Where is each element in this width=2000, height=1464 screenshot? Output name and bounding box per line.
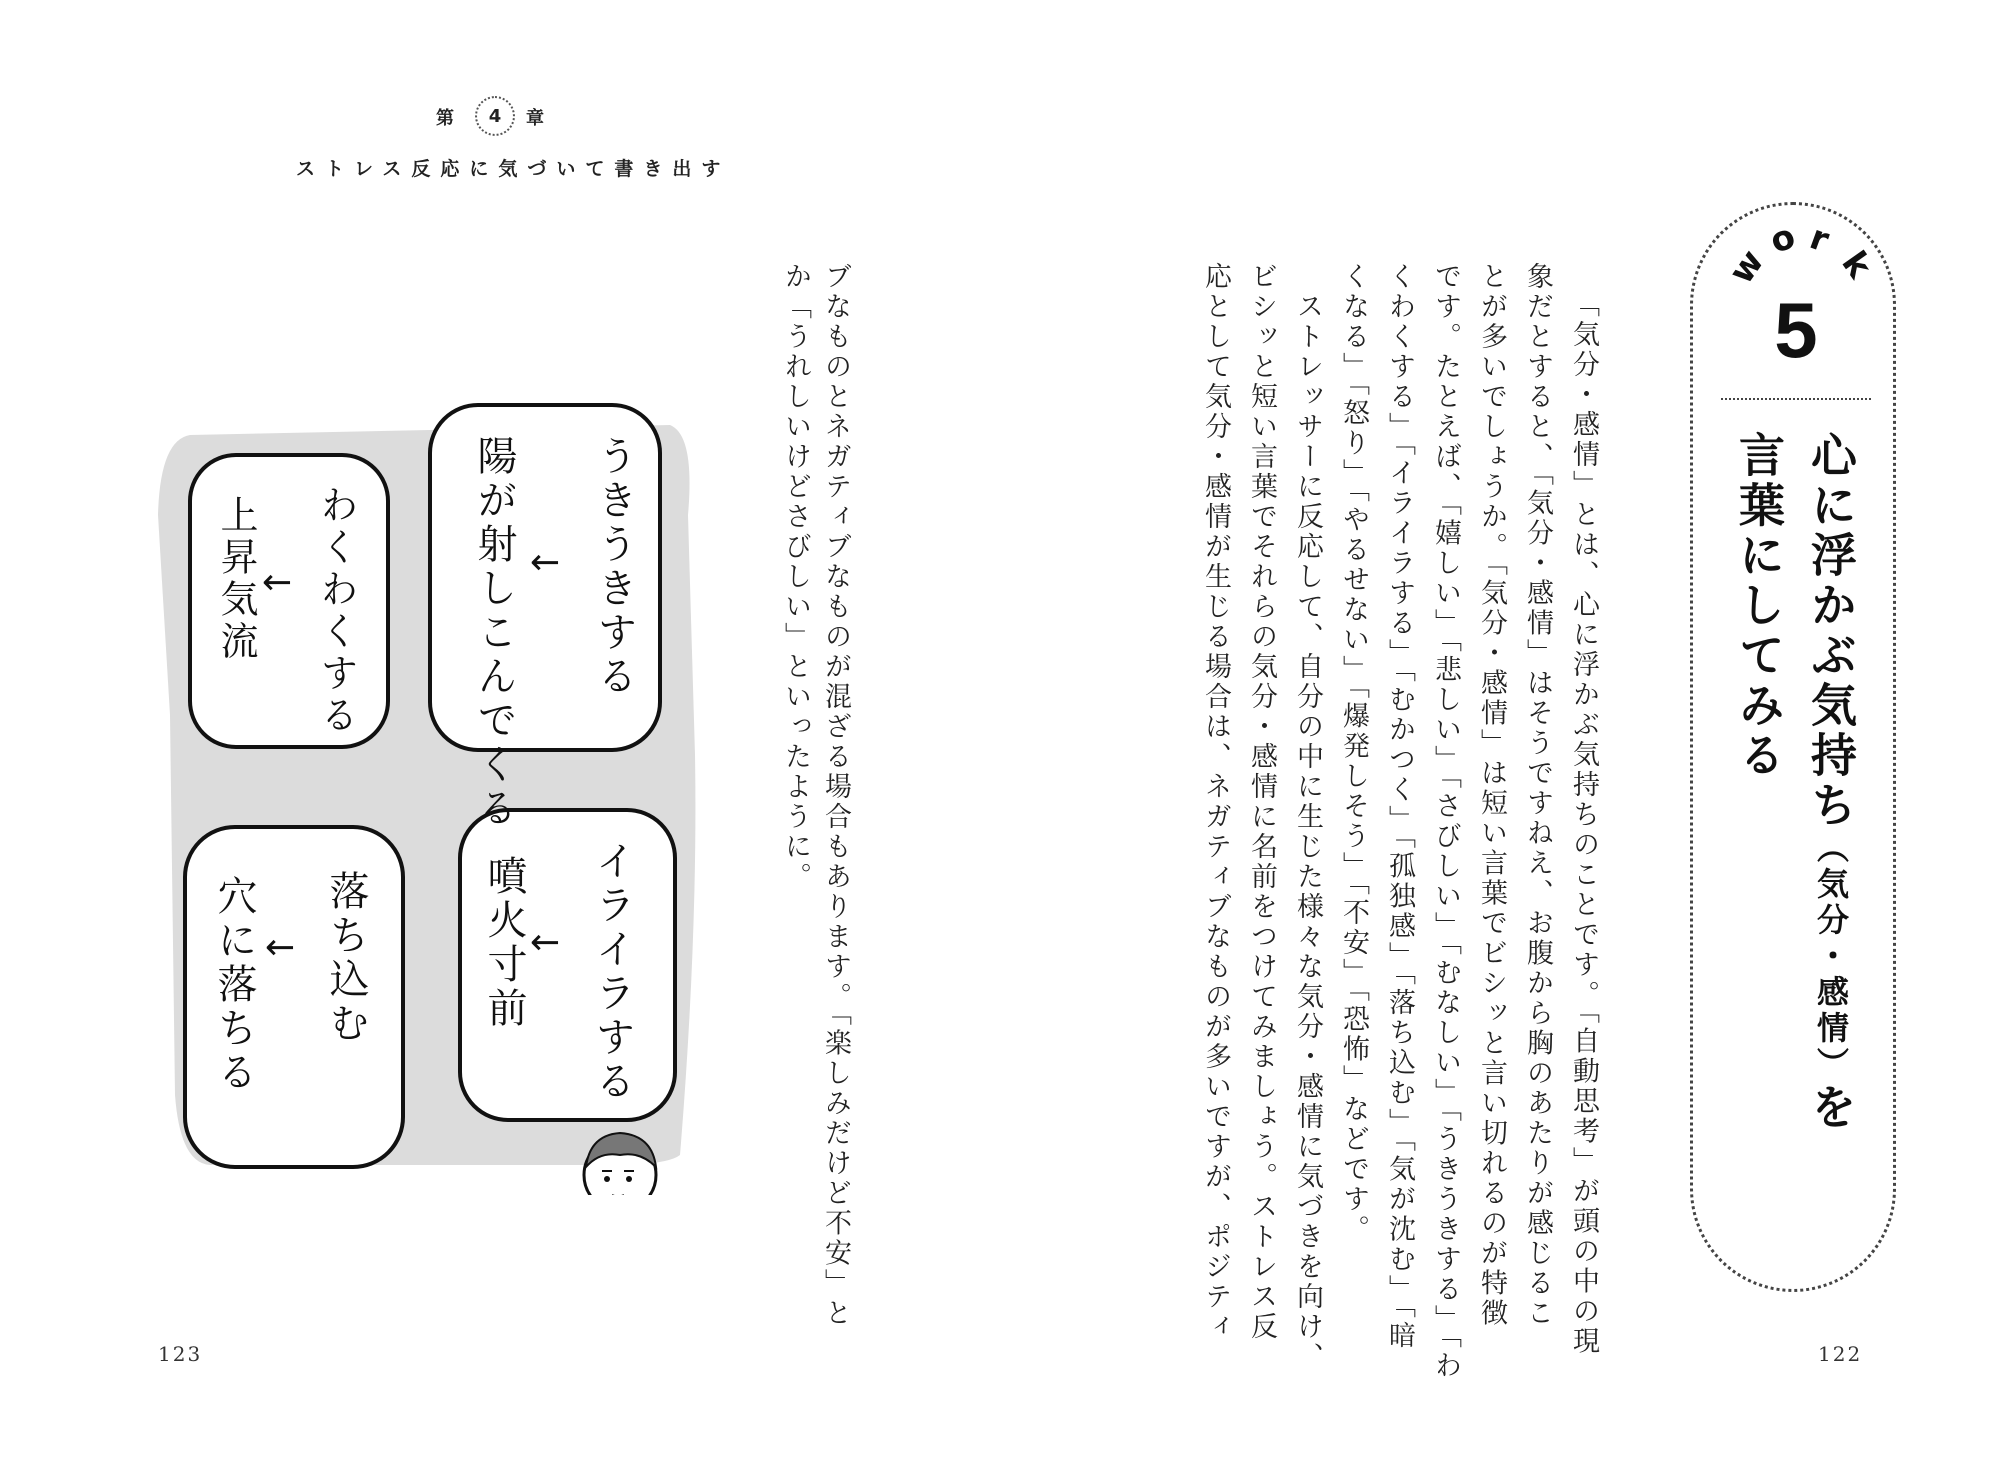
body-column: ブなものとネガティブなものが混ざる場合もあります。「楽しみだけど不安」と [820, 262, 851, 1329]
page-number: 122 [1818, 1342, 1863, 1366]
body-column: ビシッと短い言葉でそれらの気分・感情に名前をつけてみましょう。ストレス反 [1246, 262, 1277, 1342]
body-column: くわくする」「イライラする」「むかつく」「孤独感」「落ち込む」「気が沈む」「暗 [1384, 262, 1415, 1351]
work-title-paren: （気分・感情） [1812, 831, 1850, 1083]
bubble-1-image: 陽が射しこんでくる [471, 435, 517, 831]
chapter-suffix: 章 [526, 108, 544, 129]
work-badge [1690, 202, 1896, 1292]
page-number: 123 [158, 1342, 203, 1366]
body-column: くなる」「怒り」「やるせない」「爆発しそう」「不安」「恐怖」などです。 [1338, 262, 1369, 1245]
arrow-left-icon: ← [530, 542, 561, 583]
chapter-header [430, 96, 570, 140]
chapter-number-badge: 4 [475, 96, 515, 136]
bubble-3-image: 噴火寸前 [481, 855, 527, 1031]
bubble-4-feeling: 落ち込む [323, 870, 369, 1046]
bubble-4-image: 穴に落ちる [211, 875, 257, 1095]
work-title-line-1 [1801, 431, 1861, 1133]
feelings-illustration [150, 395, 700, 1195]
body-column: 象だとすると、「気分・感情」はそうですねえ、お腹から胸のあたりが感じるこ [1522, 262, 1553, 1329]
body-column: 「気分・感情」とは、心に浮かぶ気持ちのことです。「自動思考」が頭の中の現 [1568, 290, 1599, 1357]
work-divider [1721, 398, 1871, 400]
work-title-main: 心に浮かぶ気持ち [1804, 431, 1858, 831]
body-column: か「うれしいけどさびしい」といったように。 [780, 262, 811, 892]
work-letter: r [1804, 217, 1835, 261]
work-letter: o [1764, 216, 1801, 262]
bubble-2-feeling: わくわくする [314, 485, 358, 737]
bubble-3-feeling: イライラする [589, 840, 635, 1104]
work-number: 5 [1774, 286, 1818, 374]
arrow-left-icon: ← [530, 922, 561, 963]
work-title-end: を [1804, 1083, 1858, 1133]
bubble-2-image: 上昇気流 [214, 495, 258, 663]
body-column: です。たとえば、「嬉しい」「悲しい」「さびしい」「むなしい」「うきうきする」「わ [1430, 262, 1461, 1381]
chapter-title: ストレス反応に気づいて書き出す [296, 158, 731, 180]
body-column: とが多いでしょうか。「気分・感情」は短い言葉でビシッと言い切れるのが特徴 [1476, 262, 1507, 1329]
work-letter: w [1721, 242, 1773, 292]
chapter-prefix: 第 [436, 108, 454, 129]
work-letter: k [1833, 244, 1880, 286]
body-column: 応として気分・感情が生じる場合は、ネガティブなものが多いですが、ポジティ [1200, 262, 1231, 1342]
work-title-line-2: 言葉にしてみる [1732, 431, 1786, 781]
bubble-1-feeling: うきうきする [591, 435, 637, 699]
body-column: ストレッサーに反応して、自分の中に生じた様々な気分・感情に気づきを向け、 [1292, 262, 1323, 1372]
arrow-left-icon: ← [262, 562, 293, 603]
arrow-left-icon: ← [265, 927, 296, 968]
